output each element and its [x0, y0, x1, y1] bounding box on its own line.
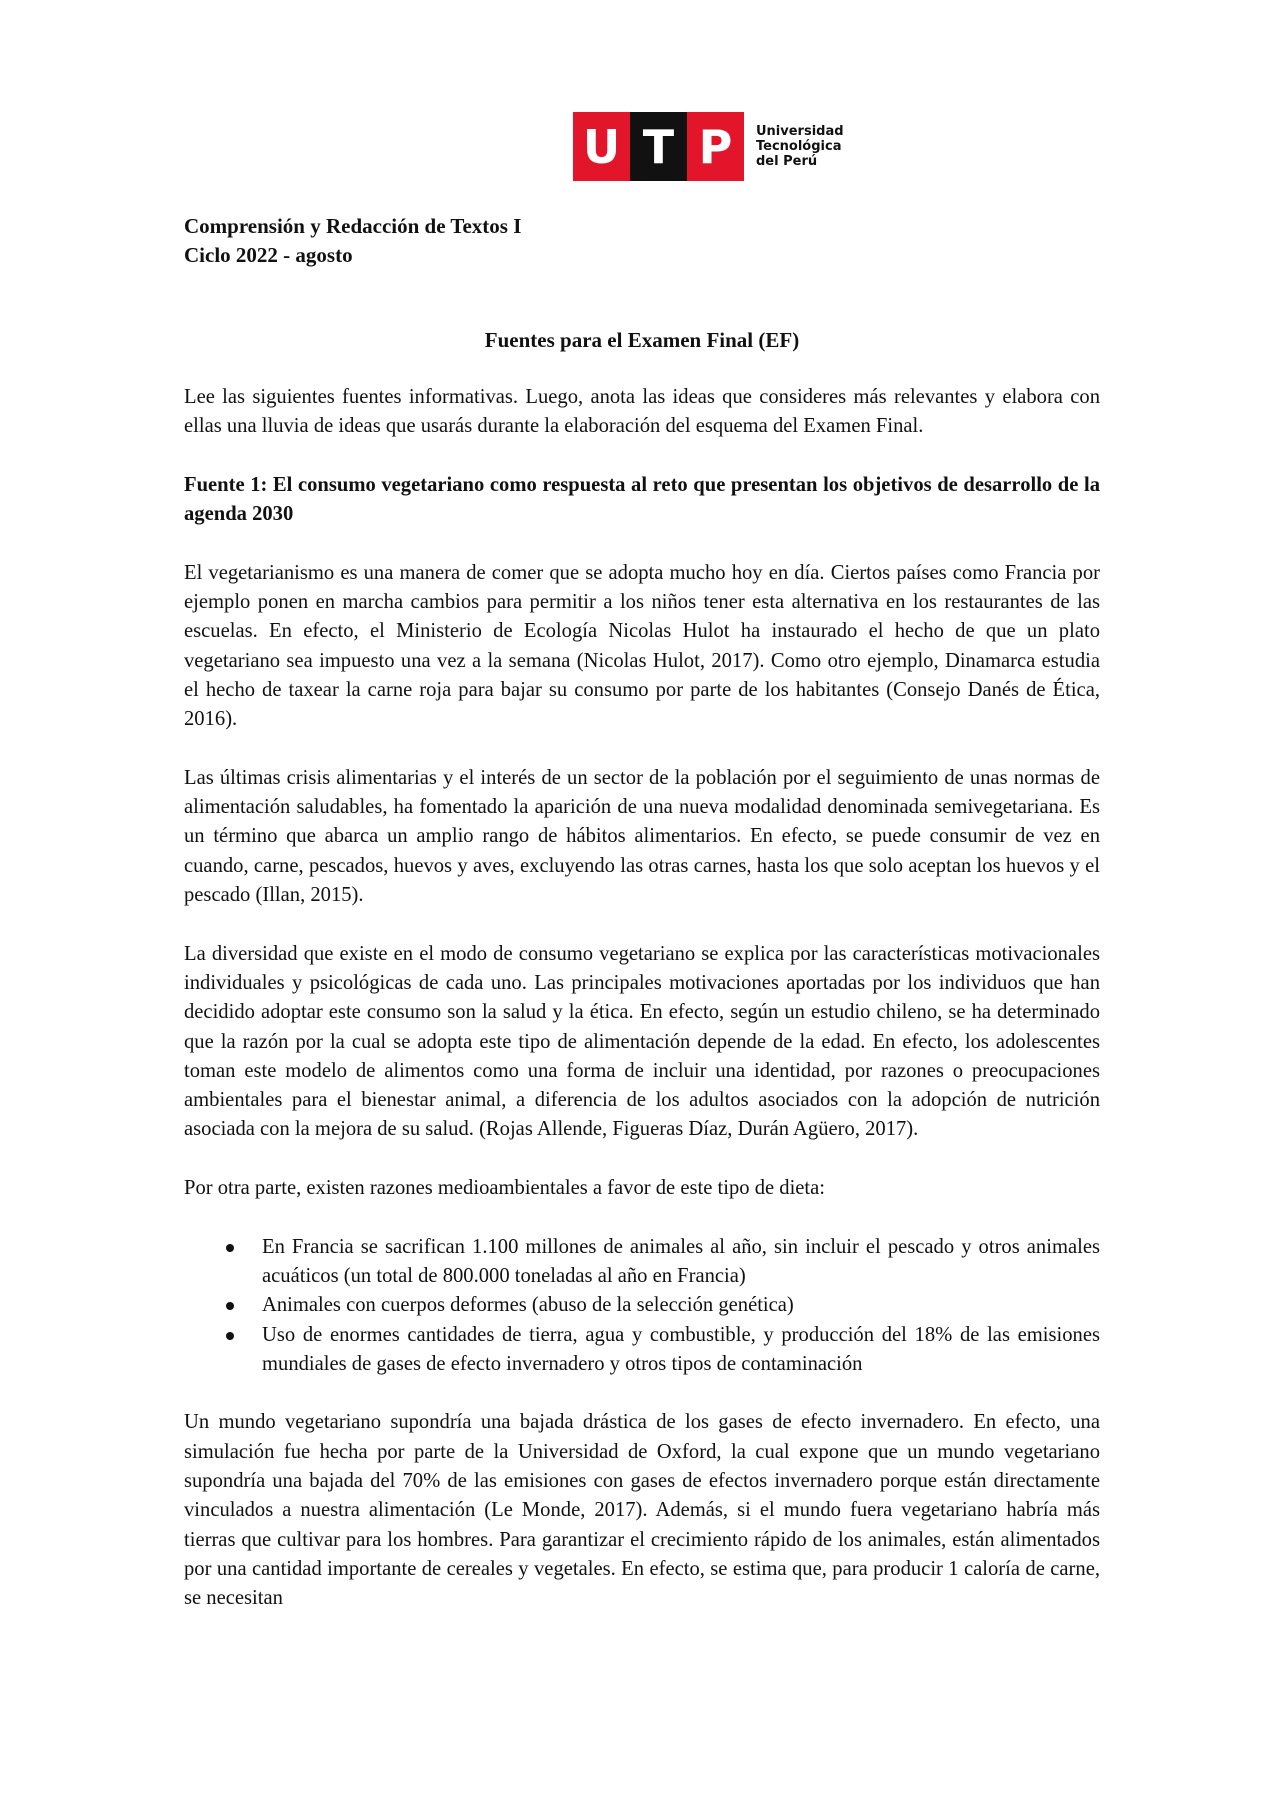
paragraph: Un mundo vegetariano supondría una bajada drástica de los gases de efecto invernadero. En efecto, una simulación fue hecha por parte de la Universidad de Oxford, la cual expone que un mundo vegetariano supondría una bajada del 70% de las emisiones con gases de efectos invernadero porque están directamente vinculados a nuestra alimentación (Le Monde, 2017). Además, si el mundo fuera vegetariano habría más tierras que cultivar para los hombres. Para garantizar el crecimiento rápido de los animales, están alimentados por una cantidad importante de cereales y vegetales. En efecto, se estima que, para producir 1 caloría de carne, se necesitan — [184, 1411, 1100, 1610]
paragraph: Por otra parte, existen razones medioambientales a favor de este tipo de dieta: — [184, 1177, 826, 1200]
paragraph: Las últimas crisis alimentarias y el interés de un sector de la población por el seguimiento de unas normas de alimentación saludables, ha fomentado la aparición de una nueva modalidad denominada semivegetariana. Es un término que abarca un amplio rango de hábitos alimentarios. En efecto, se puede consumir de vez en cuando, carne, pescados, huevos y aves, excluyendo las otras carnes, hasta los que solo aceptan los huevos y el pescado (Illan, 2015). — [184, 766, 1100, 907]
logo-university-name — [756, 124, 844, 169]
course-header — [184, 212, 521, 270]
intro-paragraph: Lee las siguientes fuentes informativas. Luego, anota las ideas que consideres más relevantes y elabora con ellas una lluvia de ideas que usarás durante la elaboración del esquema del Examen Final. — [184, 386, 1100, 438]
bullet-icon — [226, 1302, 234, 1310]
logo-letter-t: T — [630, 112, 687, 181]
list-item-text: Animales con cuerpos deformes (abuso de la selección genética) — [262, 1294, 794, 1317]
bullet-list — [184, 1233, 1100, 1379]
source-1-heading: Fuente 1: El consumo vegetariano como respuesta al reto que presentan los objetivos de desarrollo de la agenda 2030 — [184, 473, 1100, 526]
list-item-text: En Francia se sacrifican 1.100 millones de animales al año, sin incluir el pescado y otros animales acuáticos (un total de 800.000 toneladas al año en Francia) — [262, 1235, 1100, 1287]
logo-text-line: Universidad — [756, 124, 844, 139]
course-cycle: Ciclo 2022 - agosto — [184, 243, 353, 267]
logo-letter-p: P — [687, 112, 744, 181]
list-item-text: Uso de enormes cantidades de tierra, agua y combustible, y producción del 18% de las emisiones mundiales de gases de efecto invernadero y otros tipos de contaminación — [262, 1323, 1100, 1375]
paragraph: La diversidad que existe en el modo de consumo vegetariano se explica por las características motivacionales individuales y psicológicas de cada uno. Las principales motivaciones aportadas por los individuos que han decidido adoptar este consumo son la salud y la ética. En efecto, según un estudio chileno, se ha determinado que la razón por la cual se adopta este tipo de alimentación depende de la edad. En efecto, los adolescentes toman este modelo de alimentos como una forma de incluir una identidad, por razones o preocupaciones ambientales para el bienestar animal, a diferencia de los adultos asociados con la adopción de nutrición asociada con la mejora de su salud. (Rojas Allende, Figueras Díaz, Durán Agüero, 2017). — [184, 942, 1100, 1141]
utp-logo — [573, 112, 844, 181]
paragraph: El vegetarianismo es una manera de comer que se adopta mucho hoy en día. Ciertos países como Francia por ejemplo ponen en marcha cambios para permitir a los niños tener esta alternativa en los restaurantes de las escuelas. En efecto, el Ministerio de Ecología Nicolas Hulot ha instaurado el hecho de que un plato vegetariano sea impuesto una vez a la semana (Nicolas Hulot, 2017). Como otro ejemplo, Dinamarca estudia el hecho de taxear la carne roja para bajar su consumo por parte de los habitantes (Consejo Danés de Ética, 2016). — [184, 561, 1100, 731]
logo-letters — [573, 112, 744, 181]
document-title: Fuentes para el Examen Final (EF) — [484, 328, 800, 352]
bullet-icon — [226, 1332, 234, 1340]
list-item — [184, 1321, 1100, 1380]
list-item — [184, 1291, 1100, 1320]
logo-text-line: Tecnológica — [756, 139, 842, 154]
logo-text-line: del Perú — [756, 154, 818, 169]
list-item — [184, 1233, 1100, 1292]
document-page — [184, 0, 1100, 1811]
logo-letter-u: U — [573, 112, 630, 181]
course-name: Comprensión y Redacción de Textos I — [184, 214, 522, 238]
document-body — [184, 383, 1100, 1613]
bullet-icon — [226, 1244, 234, 1252]
